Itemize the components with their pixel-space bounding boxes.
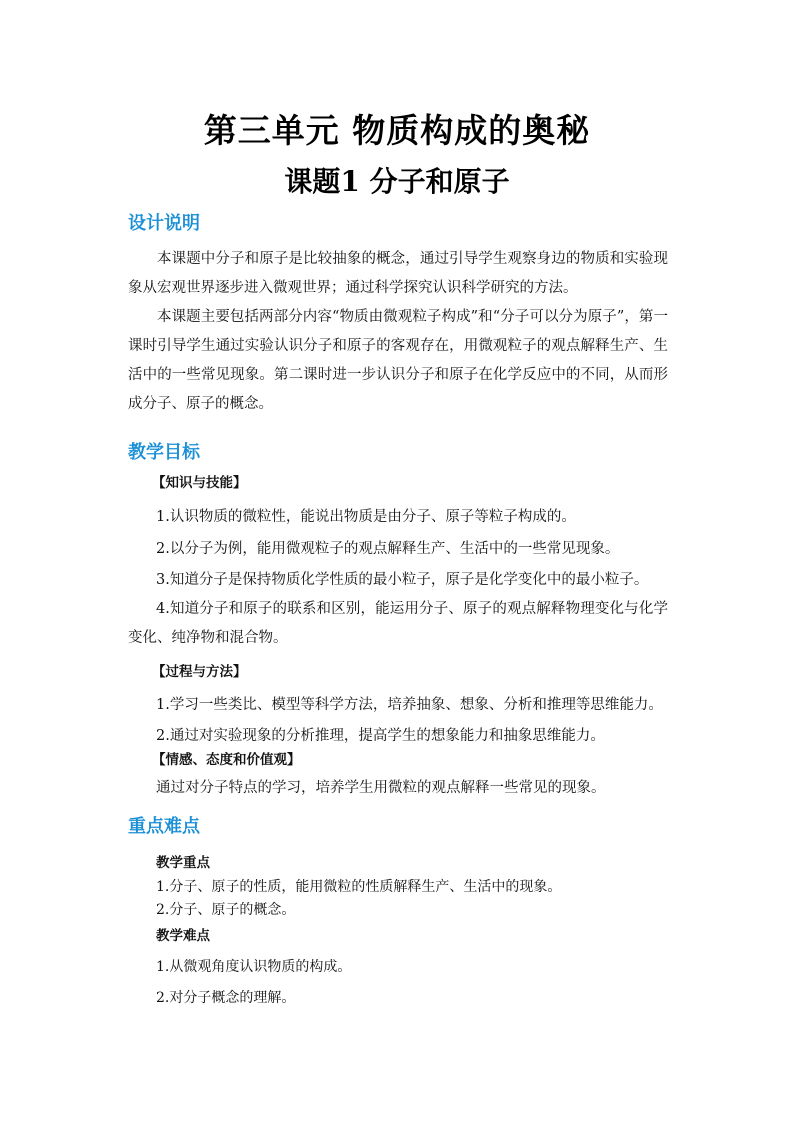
section-heading-keypoints: 重点难点 — [128, 816, 200, 837]
process-item-2: 2.通过对实验现象的分析推理，提高学生的想象能力和抽象思维能力。 — [156, 728, 605, 744]
focus-label: 教学重点 — [156, 855, 210, 871]
process-label: 【过程与方法】 — [152, 664, 247, 680]
lesson-title: 课题1 分子和原子 — [284, 165, 510, 198]
focus-item-1: 1.分子、原子的性质，能用微粒的性质解释生产、生活中的现象。 — [156, 879, 562, 895]
knowledge-item-1: 1.认识物质的微粒性，能说出物质是由分子、原子等粒子构成的。 — [156, 509, 576, 525]
emotion-label: 【情感、态度和价值观】 — [152, 752, 301, 768]
difficulty-item-2: 2.对分子概念的理解。 — [156, 990, 296, 1006]
unit-title: 第三单元 物质构成的奥秘 — [203, 111, 591, 150]
process-item-1: 1.学习一些类比、模型等科学方法，培养抽象、想象、分析和推理等思维能力。 — [156, 697, 663, 713]
section-heading-design: 设计说明 — [128, 213, 200, 234]
emotion-text: 通过对分子特点的学习，培养学生用微粒的观点解释一些常见的现象。 — [156, 780, 606, 796]
knowledge-item-2: 2.以分子为例，能用微观粒子的观点解释生产、生活中的一些常见现象。 — [156, 541, 620, 557]
knowledge-item-4: 4.知道分子和原子的联系和区别，能运用分子、原子的观点解释物理变化与化学变化、纯净物和混合物。 — [128, 601, 668, 646]
design-paragraph-2: 本课题主要包括两部分内容“物质由微观粒子构成”和“分子可以分为原子”，第一课时引导学生通过实验认识分子和原子的客观存在，用微观粒子的观点解释生产、生活中的一些常见现象。第二课时进一步认识分子和原子在化学反应中的不同，从而形成分子、原子的概念。 — [128, 309, 668, 412]
knowledge-item-3: 3.知道分子是保持物质化学性质的最小粒子，原子是化学变化中的最小粒子。 — [156, 572, 649, 588]
difficulty-item-1: 1.从微观角度认识物质的构成。 — [156, 959, 352, 975]
focus-item-2: 2.分子、原子的概念。 — [156, 902, 296, 918]
section-heading-goals: 教学目标 — [128, 442, 200, 463]
design-paragraph-1: 本课题中分子和原子是比较抽象的概念，通过引导学生观察身边的物质和实验现象从宏观世界逐步进入微观世界；通过科学探究认识科学研究的方法。 — [128, 251, 668, 296]
difficulty-label: 教学难点 — [156, 928, 210, 944]
knowledge-label: 【知识与技能】 — [152, 475, 247, 491]
